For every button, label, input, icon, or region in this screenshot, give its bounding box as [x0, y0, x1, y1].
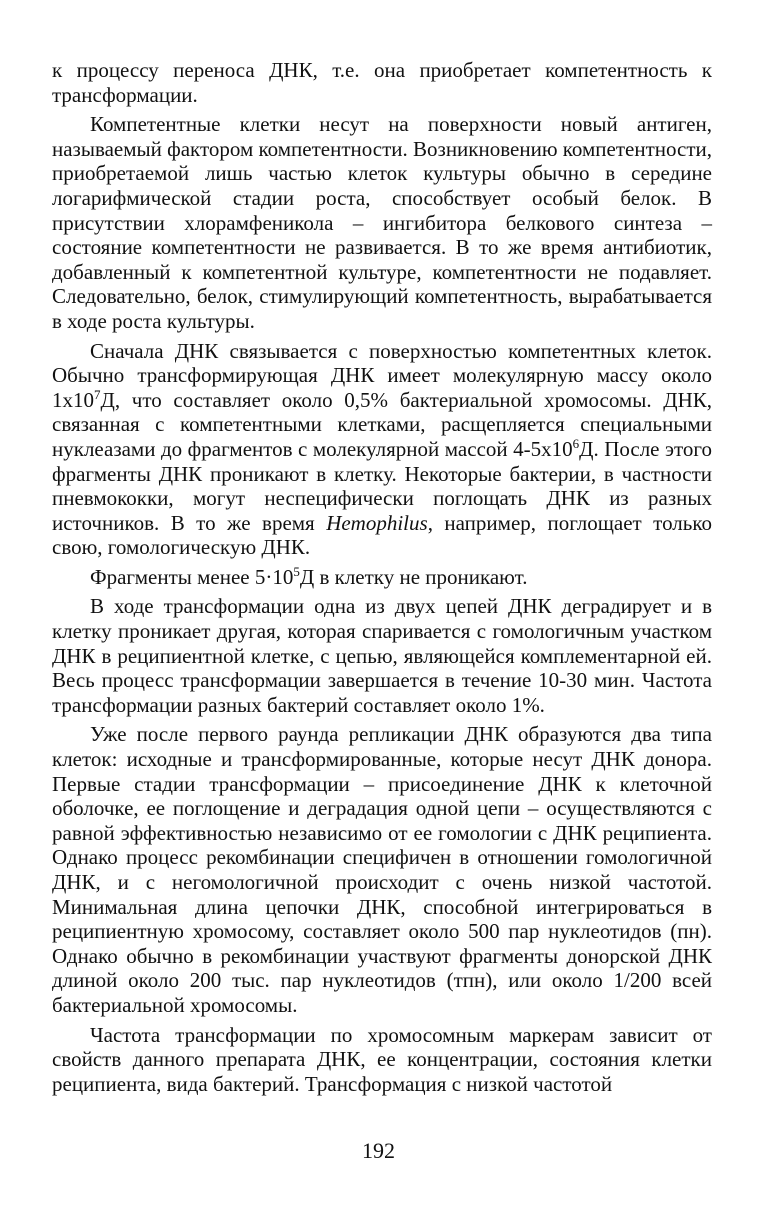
page-number: 192 [362, 1138, 395, 1163]
paragraph-p2 [52, 112, 712, 333]
superscript: 7 [94, 386, 101, 402]
body-text [52, 58, 712, 1096]
text-run: к процессу переноса ДНК, т.е. она приобретает компетентность к трансформации. [52, 58, 712, 107]
paragraph-p4 [52, 565, 712, 590]
paragraph-p5 [52, 594, 712, 717]
text-run: Компетентные клетки несут на поверхности новый антиген, называемый фактором компетентности. Возникновению компетентности, приобретаемой лишь частью клеток культуры обычно в середине логарифмической стадии роста, способствует особый белок. В присутствии хлорамфеникола – ингибитора белкового синтеза – состояние компетентности не развивается. В то же время антибиотик, добавленный к компетентной культуре, компетентности не подавляет. Следовательно, белок, стимулирующий компетентность, вырабатывается в ходе роста культуры. [52, 112, 713, 333]
text-run: Уже после первого раунда репликации ДНК образуются два типа клеток: исходные и трансформированные, которые несут ДНК донора. Первые стадии трансформации – присоединение ДНК к клеточной оболочке, ее поглощение и деградация одной цепи – осуществляются с равной эффективностью независимо от ее гомологии с ДНК реципиента. Однако процесс рекомбинации специфичен в отношении гомологичной ДНК, и с негомологичной происходит с очень низкой частотой. Минимальная длина цепочки ДНК, способной интегрироваться в реципиентную хромосому, составляет около 500 пар нуклеотидов (пн). Однако обычно в рекомбинации участвуют фрагменты донорской ДНК длиной около 200 тыс. пар нуклеотидов (тпн), или около 1/200 всей бактериальной хромосомы. [52, 722, 712, 1017]
text-run: Фрагменты менее 5·10 [90, 564, 294, 589]
text-run: Д, что составляет около 0,5% бактериальной хромосомы. ДНК, связанная с компетентными клетками, расщепляется специальными нуклеазами до фрагментов с молекулярной массой 4-5х10 [52, 387, 712, 461]
superscript: 6 [572, 435, 580, 451]
paragraph-p7 [52, 1023, 712, 1097]
text-run: , например, поглощает только свою, гомологическую ДНК. [52, 510, 712, 560]
text-run: Д. После этого фрагменты ДНК проникают в клетку. Некоторые бактерии, в частности пневмококки, могут неспецифически поглощать ДНК из разных источников. В то же время [52, 436, 713, 535]
paragraph-p6 [52, 722, 712, 1017]
paragraph-p1 [52, 58, 712, 107]
text-run: В ходе трансформации одна из двух цепей ДНК деградирует и в клетку проникает другая, которая спаривается с гомологичным участком ДНК в реципиентной клетке, с цепью, являющейся комплементарной ей. Весь процесс трансформации завершается в течение 10-30 мин. Частота трансформации разных бактерий составляет около 1%. [52, 594, 712, 717]
text-run: Сначала ДНК связывается с поверхностью компетентных клеток. Обычно трансформирующая ДНК имеет молекулярную массу около 1х10 [52, 338, 712, 412]
italic-term: Hemophilus [326, 510, 428, 535]
text-run: Частота трансформации по хромосомным маркерам зависит от свойств данного препарата ДНК, ее концентрации, состояния клетки реципиента, вида бактерий. Трансформация с низкой частотой [52, 1022, 712, 1096]
text-run: Д в клетку не проникают. [299, 564, 528, 589]
paragraph-p3 [52, 339, 712, 560]
superscript: 5 [293, 563, 300, 579]
